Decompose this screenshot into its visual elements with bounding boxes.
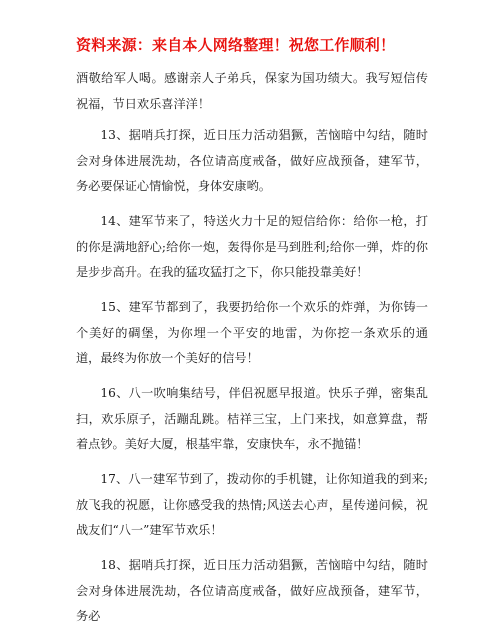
paragraph-15: 15、建军节都到了，我要扔给你一个欢乐的炸弹，为你铸一个美好的碉堡，为你埋一个平安的地雷，为你挖一条欢乐的通道，最终为你放一个美好的信号！	[76, 300, 428, 365]
paragraph-continued: 酒敬给军人喝。感谢亲人子弟兵，保家为国功绩大。我写短信传祝福，节日欢乐喜洋洋！	[76, 71, 428, 111]
paragraph-17: 17、八一建军节到了，拨动你的手机键，让你知道我的到来;放飞我的祝愿，让你感受我的热情;风送去心声，星传递问候，祝战友们“八一”建军节欢乐！	[76, 472, 428, 537]
paragraph-18: 18、据哨兵打探，近日压力活动猖獗，苦恼暗中勾结，随时会对身体进展洗劫，各位请高度戒备，做好应战预备，建军节，务必	[76, 558, 428, 623]
source-header: 资料来源：来自本人网络整理！祝您工作顺利！	[76, 36, 396, 54]
paragraph-13: 13、据哨兵打探，近日压力活动猖獗，苦恼暗中勾结，随时会对身体进展洗劫，各位请高度戒备，做好应战预备，建军节，务必要保证心情愉悦，身体安康哟。	[76, 128, 428, 193]
paragraph-14: 14、建军节来了，特送火力十足的短信给你：给你一枪，打的你是满地舒心;给你一炮，轰得你是马到胜利;给你一弹，炸的你是步步高升。在我的猛攻猛打之下，你只能投靠美好！	[76, 214, 428, 279]
paragraph-16: 16、八一吹响集结号，伴侣祝愿早报道。快乐子弹，密集乱扫，欢乐原子，活蹦乱跳。桔祥三宝，上门来找，如意算盘，帮着点钞。美好大厦，根基牢靠，安康快车，永不抛锚！	[76, 386, 428, 451]
document-body	[76, 66, 428, 639]
